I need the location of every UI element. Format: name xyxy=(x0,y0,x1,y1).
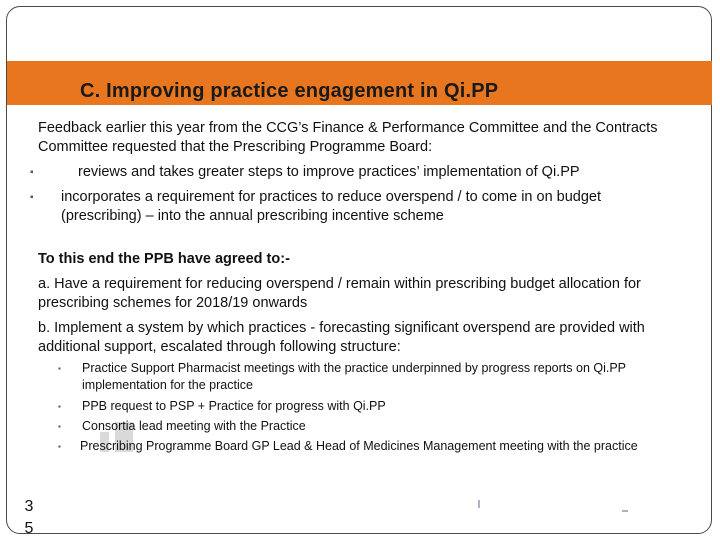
faded-mark-decoration xyxy=(622,510,628,512)
bullet-icon: ▪ xyxy=(58,364,61,373)
slide-title: C. Improving practice engagement in Qi.PP xyxy=(80,80,499,102)
escalation-step-1-text: Practice Support Pharmacist meetings with the practice underpinned by progress reports on Qi.PP implementation for the practice xyxy=(82,361,626,392)
item-a: a. Have a requirement for reducing overspend / remain within prescribing budget allocation for prescribing schemes for 2018/19 onwards xyxy=(38,276,641,311)
item-b: b. Implement a system by which practices - forecasting significant overspend are provided with additional support, escalated through following structure: xyxy=(38,320,645,355)
escalation-step-2-text: PPB request to PSP + Practice for progress with Qi.PP xyxy=(82,399,386,413)
bullet-icon: ▪ xyxy=(30,167,34,178)
bullet-icon: ▪ xyxy=(30,192,34,203)
bullet-icon: ▪ xyxy=(58,422,61,431)
intro-paragraph: Feedback earlier this year from the CCG’s Finance & Performance Committee and the Contracts Committee requested that the Prescribing Programme Board: xyxy=(38,120,658,155)
bullet-icon: ▪ xyxy=(58,442,61,451)
escalation-step-4-text: Prescribing Programme Board GP Lead & Head of Medicines Management meeting with the practice xyxy=(80,439,638,453)
faded-mark-decoration xyxy=(478,500,480,508)
page-number-text: 3 5 xyxy=(24,498,34,537)
intro-bullet-1-text: reviews and takes greater steps to improve practices’ implementation of Qi.PP xyxy=(78,164,580,180)
intro-bullet-2-text: incorporates a requirement for practices to reduce overspend / to come in on budget (prescribing) – into the annual prescribing incentive scheme xyxy=(61,189,602,224)
page-number xyxy=(22,496,36,540)
bullet-icon: ▪ xyxy=(58,402,61,411)
agreed-heading: To this end the PPB have agreed to:- xyxy=(38,251,290,267)
escalation-step-3-text: Consortia lead meeting with the Practice xyxy=(82,419,306,433)
